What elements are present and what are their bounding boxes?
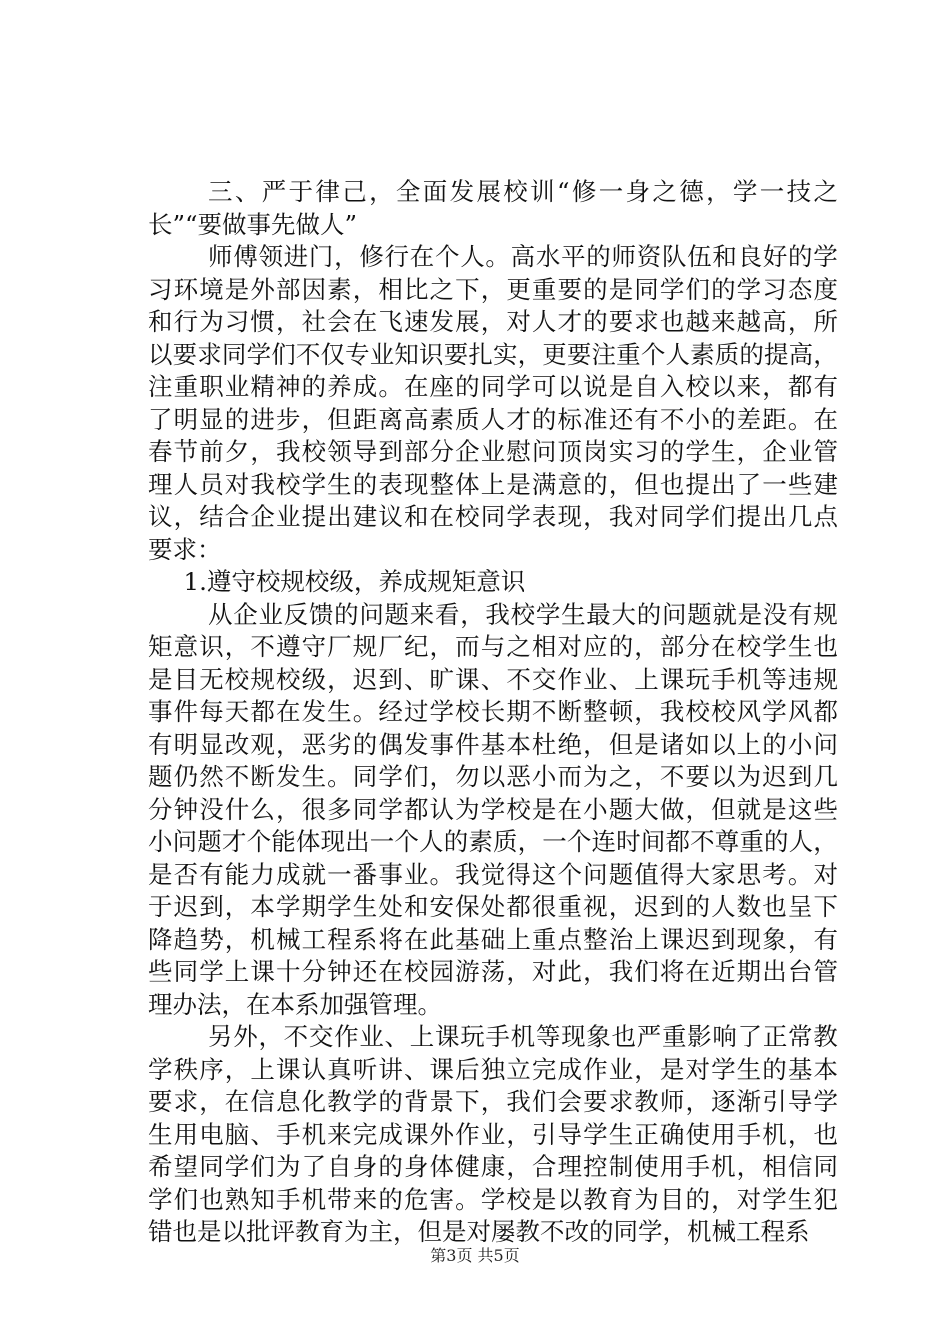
text-line: 生 用 电 脑 、 手 机 来 完 成 课 外 作 业 ， 引 导 学 生 正 确 使 用 手 机 ， 也 [148,1119,838,1149]
text-line: 有 明 显 改 观 ， 恶 劣 的 偶 发 事 件 基 本 杜 绝 ， 但 是 诸 如 以 上 的 小 问 [148,729,838,759]
text-line: 以 要 求 同 学 们 不 仅 专 业 知 识 要 扎 实 ， 更 要 注 重 个 人 素 质 的 提 高 ， [148,339,838,369]
text-line: 另 外 ， 不 交 作 业 、 上 课 玩 手 机 等 现 象 也 严 重 影 响 了 正 常 教 [208,1022,838,1051]
document-body [148,176,838,1249]
paragraph [148,566,838,599]
text-line: 1.遵守校规校级，养成规矩意识 [183,567,526,596]
text-line: 事 件 每 天 都 在 发 生 。 经 过 学 校 长 期 不 断 整 顿 ， 我 校 校 风 学 风 都 [148,697,838,726]
text-line: 学 们 也 熟 知 手 机 带 来 的 危 害 。 学 校 是 以 教 育 为 目 的 ， 对 学 生 犯 [148,1184,838,1214]
text-line: 错也是以批评教育为主，但是对屡教不改的同学，机械工程系 [148,1217,810,1246]
text-line: 师 傅 领 进 门 ， 修 行 在 个 人 。 高 水 平 的 师 资 队 伍 和 良 好 的 学 [208,242,838,271]
text-line: 和 行 为 习 惯 ， 社 会 在 飞 速 发 展 ， 对 人 才 的 要 求 也 越 来 越 高 ， 所 [148,307,838,336]
text-line: 要 求 ， 在 信 息 化 教 学 的 背 景 下 ， 我 们 会 要 求 教 师 ， 逐 渐 引 导 学 [148,1087,838,1116]
paragraph [148,1021,838,1249]
text-line: 分 钟 没 什 么 ， 很 多 同 学 都 认 为 学 校 是 在 小 题 大 做 ， 但 就 是 这 些 [148,794,838,824]
text-line: 矩 意 识 ， 不 遵 守 厂 规 厂 纪 ， 而 与 之 相 对 应 的 ， 部 分 在 校 学 生 也 [148,632,838,661]
text-line: 学 秩 序 ， 上 课 认 真 听 讲 、 课 后 独 立 完 成 作 业 ， 是 对 学 生 的 基 本 [148,1054,838,1084]
text-line: 是 目 无 校 规 校 级 ， 迟 到 、 旷 课 、 不 交 作 业 、 上 课 玩 手 机 等 违 规 [148,664,838,694]
text-line: 些 同 学 上 课 十 分 钟 还 在 校 园 游 荡 ， 对 此 ， 我 们 将 在 近 期 出 台 管 [148,957,838,986]
text-line: 三 、 严 于 律 己 ， 全 面 发 展 校 训 “ 修 一 身 之 德 ， 学 一 技 之 [208,177,838,206]
text-line: 小 问 题 才 个 能 体 现 出 一 个 人 的 素 质 ， 一 个 连 时 间 都 不 尊 重 的 人 ， [148,827,838,856]
text-line: 希 望 同 学 们 为 了 自 身 的 身 体 健 康 ， 合 理 控 制 使 用 手 机 ， 相 信 同 [148,1152,838,1181]
text-line: 了 明 显 的 进 步 ， 但 距 离 高 素 质 人 才 的 标 准 还 有 不 小 的 差 距 。 在 [148,404,838,434]
text-line: 题 仍 然 不 断 发 生 。 同 学 们 ， 勿 以 恶 小 而 为 之 ， 不 要 以 为 迟 到 几 [148,762,838,791]
text-line: 理 人 员 对 我 校 学 生 的 表 现 整 体 上 是 满 意 的 ， 但 也 提 出 了 一 些 建 [148,469,838,499]
text-line: 降 趋 势 ， 机 械 工 程 系 将 在 此 基 础 上 重 点 整 治 上 课 迟 到 现 象 ， 有 [148,924,838,954]
paragraph [148,176,838,241]
text-line: 议 ， 结 合 企 业 提 出 建 议 和 在 校 同 学 表 现 ， 我 对 同 学 们 提 出 几 点 [148,502,838,531]
text-line: 是 否 有 能 力 成 就 一 番 事 业 。 我 觉 得 这 个 问 题 值 得 大 家 思 考 。 对 [148,859,838,889]
paragraph [148,241,838,566]
text-line: 习 环 境 是 外 部 因 素 ， 相 比 之 下 ， 更 重 要 的 是 同 学 们 的 学 习 态 度 [148,274,838,304]
text-line: 春 节 前 夕 ， 我 校 领 导 到 部 分 企 业 慰 问 顶 岗 实 习 的 学 生 ， 企 业 管 [148,437,838,466]
text-line: 理办法，在本系加强管理。 [148,989,442,1019]
page-footer: 第3页 共5页 [430,1246,520,1265]
text-line: 于 迟 到 ， 本 学 期 学 生 处 和 安 保 处 都 很 重 视 ， 迟 到 的 人 数 也 呈 下 [148,892,838,921]
text-line: 要求： [148,534,222,564]
text-line: 长”“要做事先做人” [148,209,358,239]
text-line: 注 重 职 业 精 神 的 养 成 。 在 座 的 同 学 可 以 说 是 自 入 校 以 来 ， 都 有 [148,372,838,401]
text-line: 从 企 业 反 馈 的 问 题 来 看 ， 我 校 学 生 最 大 的 问 题 就 是 没 有 规 [208,599,838,629]
paragraph [148,599,838,1022]
